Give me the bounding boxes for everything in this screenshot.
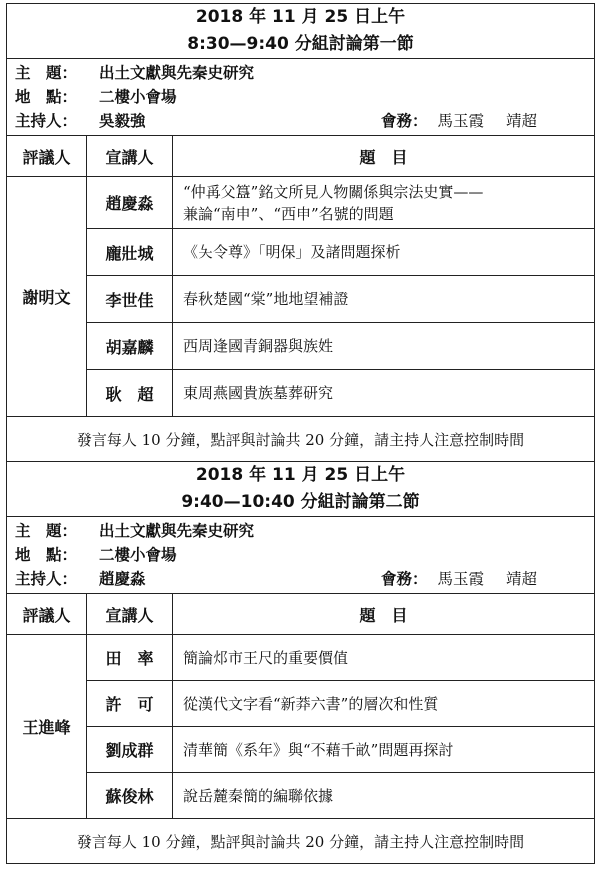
session-1-header <box>7 4 595 59</box>
speaker-name: 劉成群 <box>87 727 173 773</box>
host-value: 趙慶淼 <box>99 570 146 588</box>
col-reviewer-header: 評議人 <box>7 594 87 635</box>
talk-title: 從漢代文字看“新莽六書”的層次和性質 <box>173 681 595 727</box>
col-speaker-header: 宣講人 <box>87 136 173 177</box>
reviewer-name: 王進峰 <box>7 635 87 819</box>
session-2-info <box>7 517 595 594</box>
speaker-name: 田 率 <box>87 635 173 681</box>
table-row <box>7 635 595 681</box>
schedule-page <box>6 0 594 864</box>
col-topic-header: 題 目 <box>173 136 595 177</box>
speaker-name: 龐壯城 <box>87 229 173 276</box>
table-row <box>7 276 595 323</box>
host-value: 吳毅強 <box>99 112 146 130</box>
theme-value: 出土文獻與先秦史研究 <box>99 522 255 540</box>
host-label: 主持人： <box>15 112 78 130</box>
theme-label: 主 題： <box>15 522 78 540</box>
talk-title-line-1: “仲爯父簋”銘文所見人物關係與宗法史實—— <box>183 182 484 201</box>
talk-title: 西周逢國青銅器與族姓 <box>173 323 595 370</box>
session-1-info <box>7 59 595 136</box>
session-1-table <box>6 3 595 864</box>
talk-title: 簡論邩市王尺的重要價值 <box>173 635 595 681</box>
speaker-name: 李世佳 <box>87 276 173 323</box>
time-note: 發言每人 10 分鐘，點評與討論共 20 分鐘，請主持人注意控制時間 <box>7 417 595 462</box>
talk-title: 東周燕國貴族墓葬研究 <box>173 370 595 417</box>
place-value: 二樓小會場 <box>99 88 177 106</box>
place-label: 地 點： <box>15 546 78 564</box>
talk-title: 春秋楚國“棠”地地望補證 <box>173 276 595 323</box>
talk-title: 說岳麓秦簡的編聯依據 <box>173 773 595 819</box>
table-row <box>7 773 595 819</box>
speaker-name: 許 可 <box>87 681 173 727</box>
speaker-name: 趙慶淼 <box>87 177 173 229</box>
time-note: 發言每人 10 分鐘，點評與討論共 20 分鐘，請主持人注意控制時間 <box>7 819 595 864</box>
col-topic-header: 題 目 <box>173 594 595 635</box>
session-2-header <box>7 462 595 517</box>
affairs-label: 會務： <box>381 112 428 130</box>
reviewer-name: 謝明文 <box>7 177 87 417</box>
table-row <box>7 370 595 417</box>
speaker-name: 耿 超 <box>87 370 173 417</box>
theme-label: 主 題： <box>15 64 78 82</box>
col-reviewer-header: 評議人 <box>7 136 87 177</box>
session-time-title: 8:30—9:40 分組討論第一節 <box>187 34 414 54</box>
speaker-name: 蘇俊林 <box>87 773 173 819</box>
table-row <box>7 681 595 727</box>
place-value: 二樓小會場 <box>99 546 177 564</box>
theme-value: 出土文獻與先秦史研究 <box>99 64 255 82</box>
talk-title-line-2: 兼論“南申”、“西申”名號的問題 <box>183 204 394 223</box>
col-speaker-header: 宣講人 <box>87 594 173 635</box>
affairs-label: 會務： <box>381 570 428 588</box>
talk-title: 《夨令尊》「明保」及諸問題探析 <box>173 229 595 276</box>
session-date: 2018 年 11 月 25 日上午 <box>195 465 406 485</box>
table-row <box>7 727 595 773</box>
affairs-person-1: 馬玉霞 <box>437 112 485 130</box>
session-date: 2018 年 11 月 25 日上午 <box>195 7 406 27</box>
talk-title: 清華簡《系年》與“不藉千畝”問題再探討 <box>173 727 595 773</box>
host-label: 主持人： <box>15 570 78 588</box>
talk-title <box>173 177 595 229</box>
table-row <box>7 229 595 276</box>
table-row <box>7 323 595 370</box>
session-time-title: 9:40—10:40 分組討論第二節 <box>181 492 420 512</box>
affairs-person-2: 靖超 <box>506 112 538 130</box>
place-label: 地 點： <box>15 88 78 106</box>
affairs-person-1: 馬玉霞 <box>437 570 485 588</box>
speaker-name: 胡嘉麟 <box>87 323 173 370</box>
affairs-person-2: 靖超 <box>506 570 538 588</box>
table-row <box>7 177 595 229</box>
